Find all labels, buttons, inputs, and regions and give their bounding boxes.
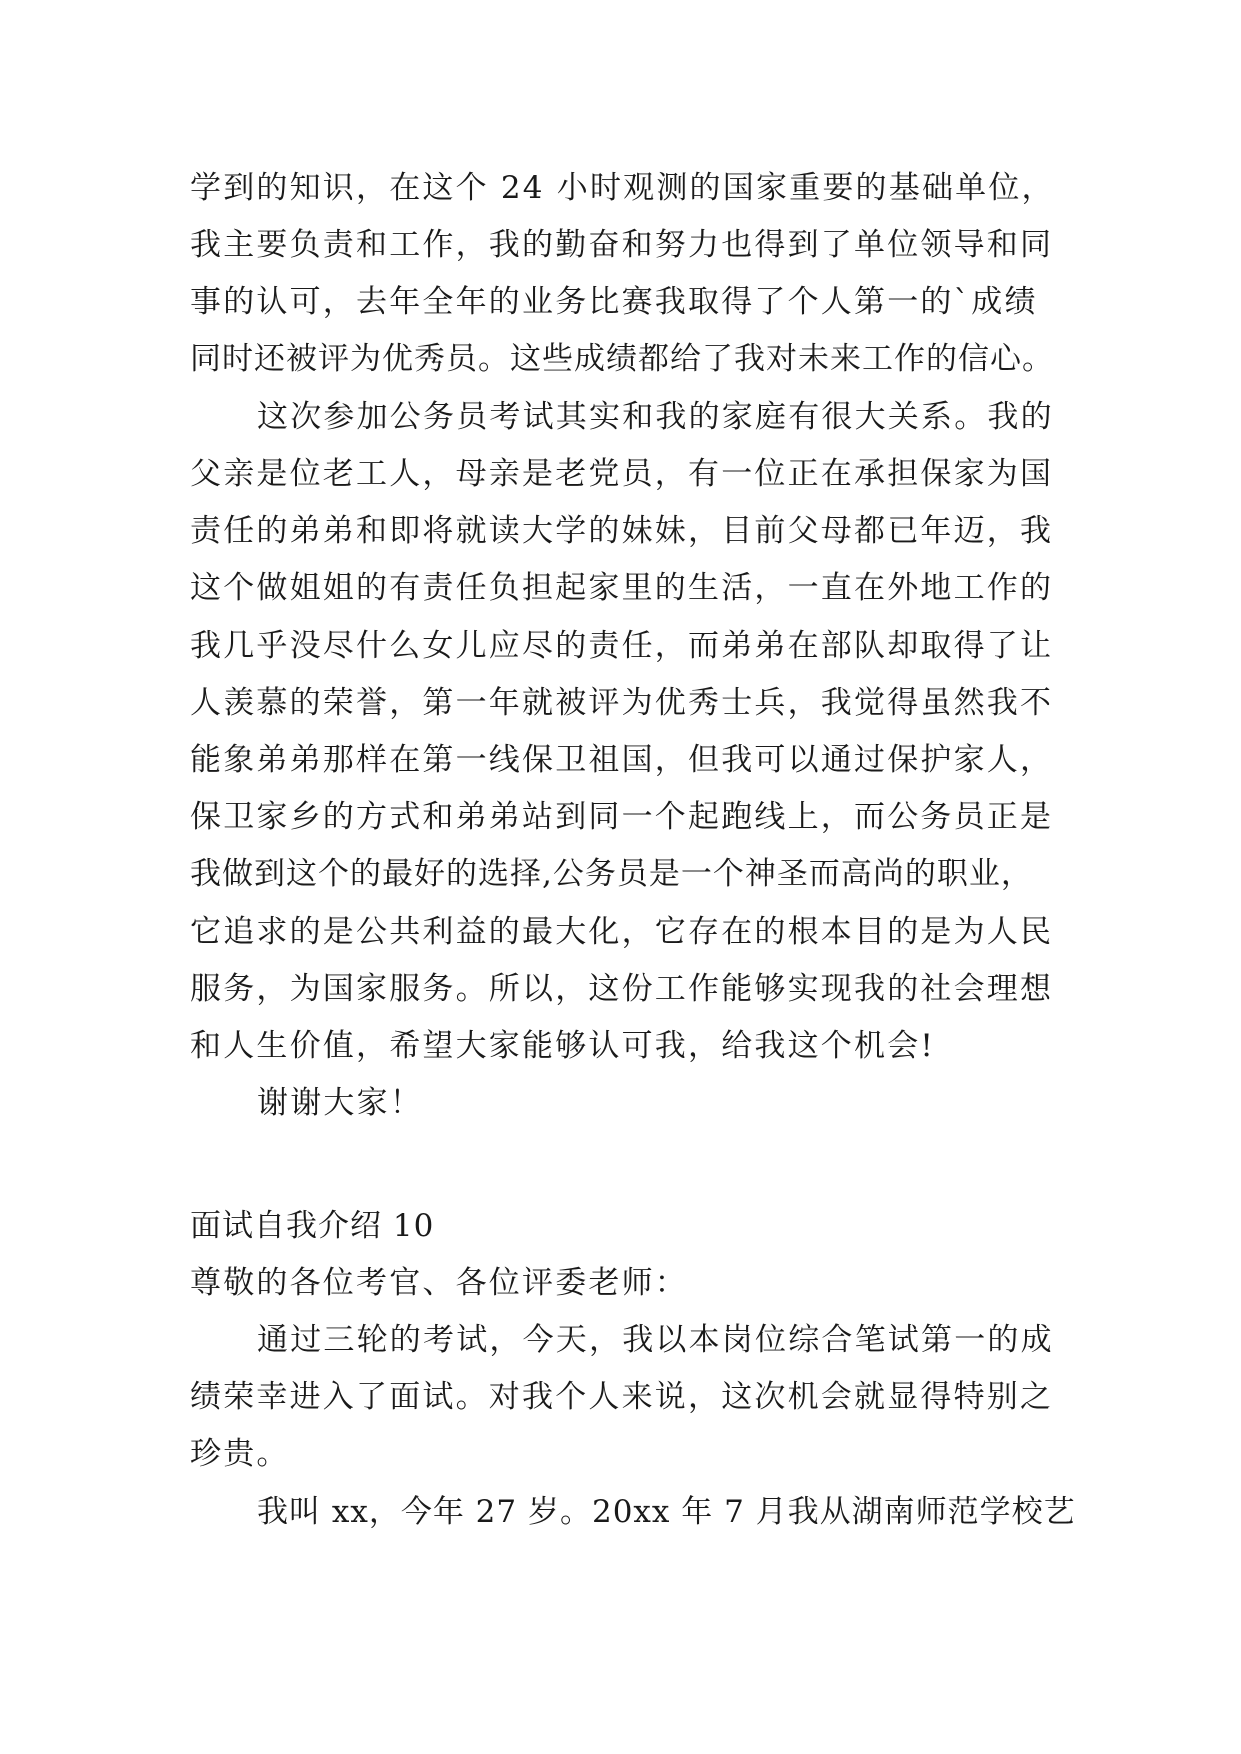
body-line: 和人生价值，希望大家能够认可我，给我这个机会! [190,1028,936,1064]
body-line: 通过三轮的考试，今天，我以本岗位综合笔试第一的成 [257,1322,1054,1358]
body-line: 我几乎没尽什么女儿应尽的责任，而弟弟在部队却取得了让 [190,628,1054,664]
body-line: 保卫家乡的方式和弟弟站到同一个起跑线上，而公务员正是 [190,799,1054,835]
closing-line: 谢谢大家！ [257,1085,423,1121]
body-line: 同时还被评为优秀员。这些成绩都给了我对未来工作的信心。 [190,341,1054,377]
body-line: 它追求的是公共利益的最大化，它存在的根本目的是为人民 [190,914,1054,950]
body-line: 我做到这个的最好的选择,公务员是一个神圣而高尚的职业， [190,856,1033,892]
body-line: 这次参加公务员考试其实和我的家庭有很大关系。我的 [257,399,1054,435]
body-line: 珍贵。 [190,1436,290,1472]
body-line: 学到的知识，在这个 24 小时观测的国家重要的基础单位， [190,170,1055,206]
body-line: 责任的弟弟和即将就读大学的妹妹，目前父母都已年迈，我 [190,513,1054,549]
salutation: 尊敬的各位考官、各位评委老师： [190,1265,688,1301]
body-line: 我叫 xx，今年 27 岁。20xx 年 7 月我从湖南师范学校艺 [257,1494,1076,1530]
body-line: 服务，为国家服务。所以，这份工作能够实现我的社会理想 [190,971,1054,1007]
body-line: 绩荣幸进入了面试。对我个人来说，这次机会就显得特别之 [190,1379,1054,1415]
body-line: 我主要负责和工作，我的勤奋和努力也得到了单位领导和同 [190,227,1054,263]
body-line: 这个做姐姐的有责任负担起家里的生活，一直在外地工作的 [190,570,1054,606]
body-line: 能象弟弟那样在第一线保卫祖国，但我可以通过保护家人， [190,742,1054,778]
section-title: 面试自我介绍 10 [190,1208,435,1244]
body-line: 父亲是位老工人，母亲是老党员，有一位正在承担保家为国 [190,456,1054,492]
body-line: 人羡慕的荣誉，第一年就被评为优秀士兵，我觉得虽然我不 [190,685,1054,721]
body-line: 事的认可，去年全年的业务比赛我取得了个人第一的`成绩 [190,284,1038,320]
